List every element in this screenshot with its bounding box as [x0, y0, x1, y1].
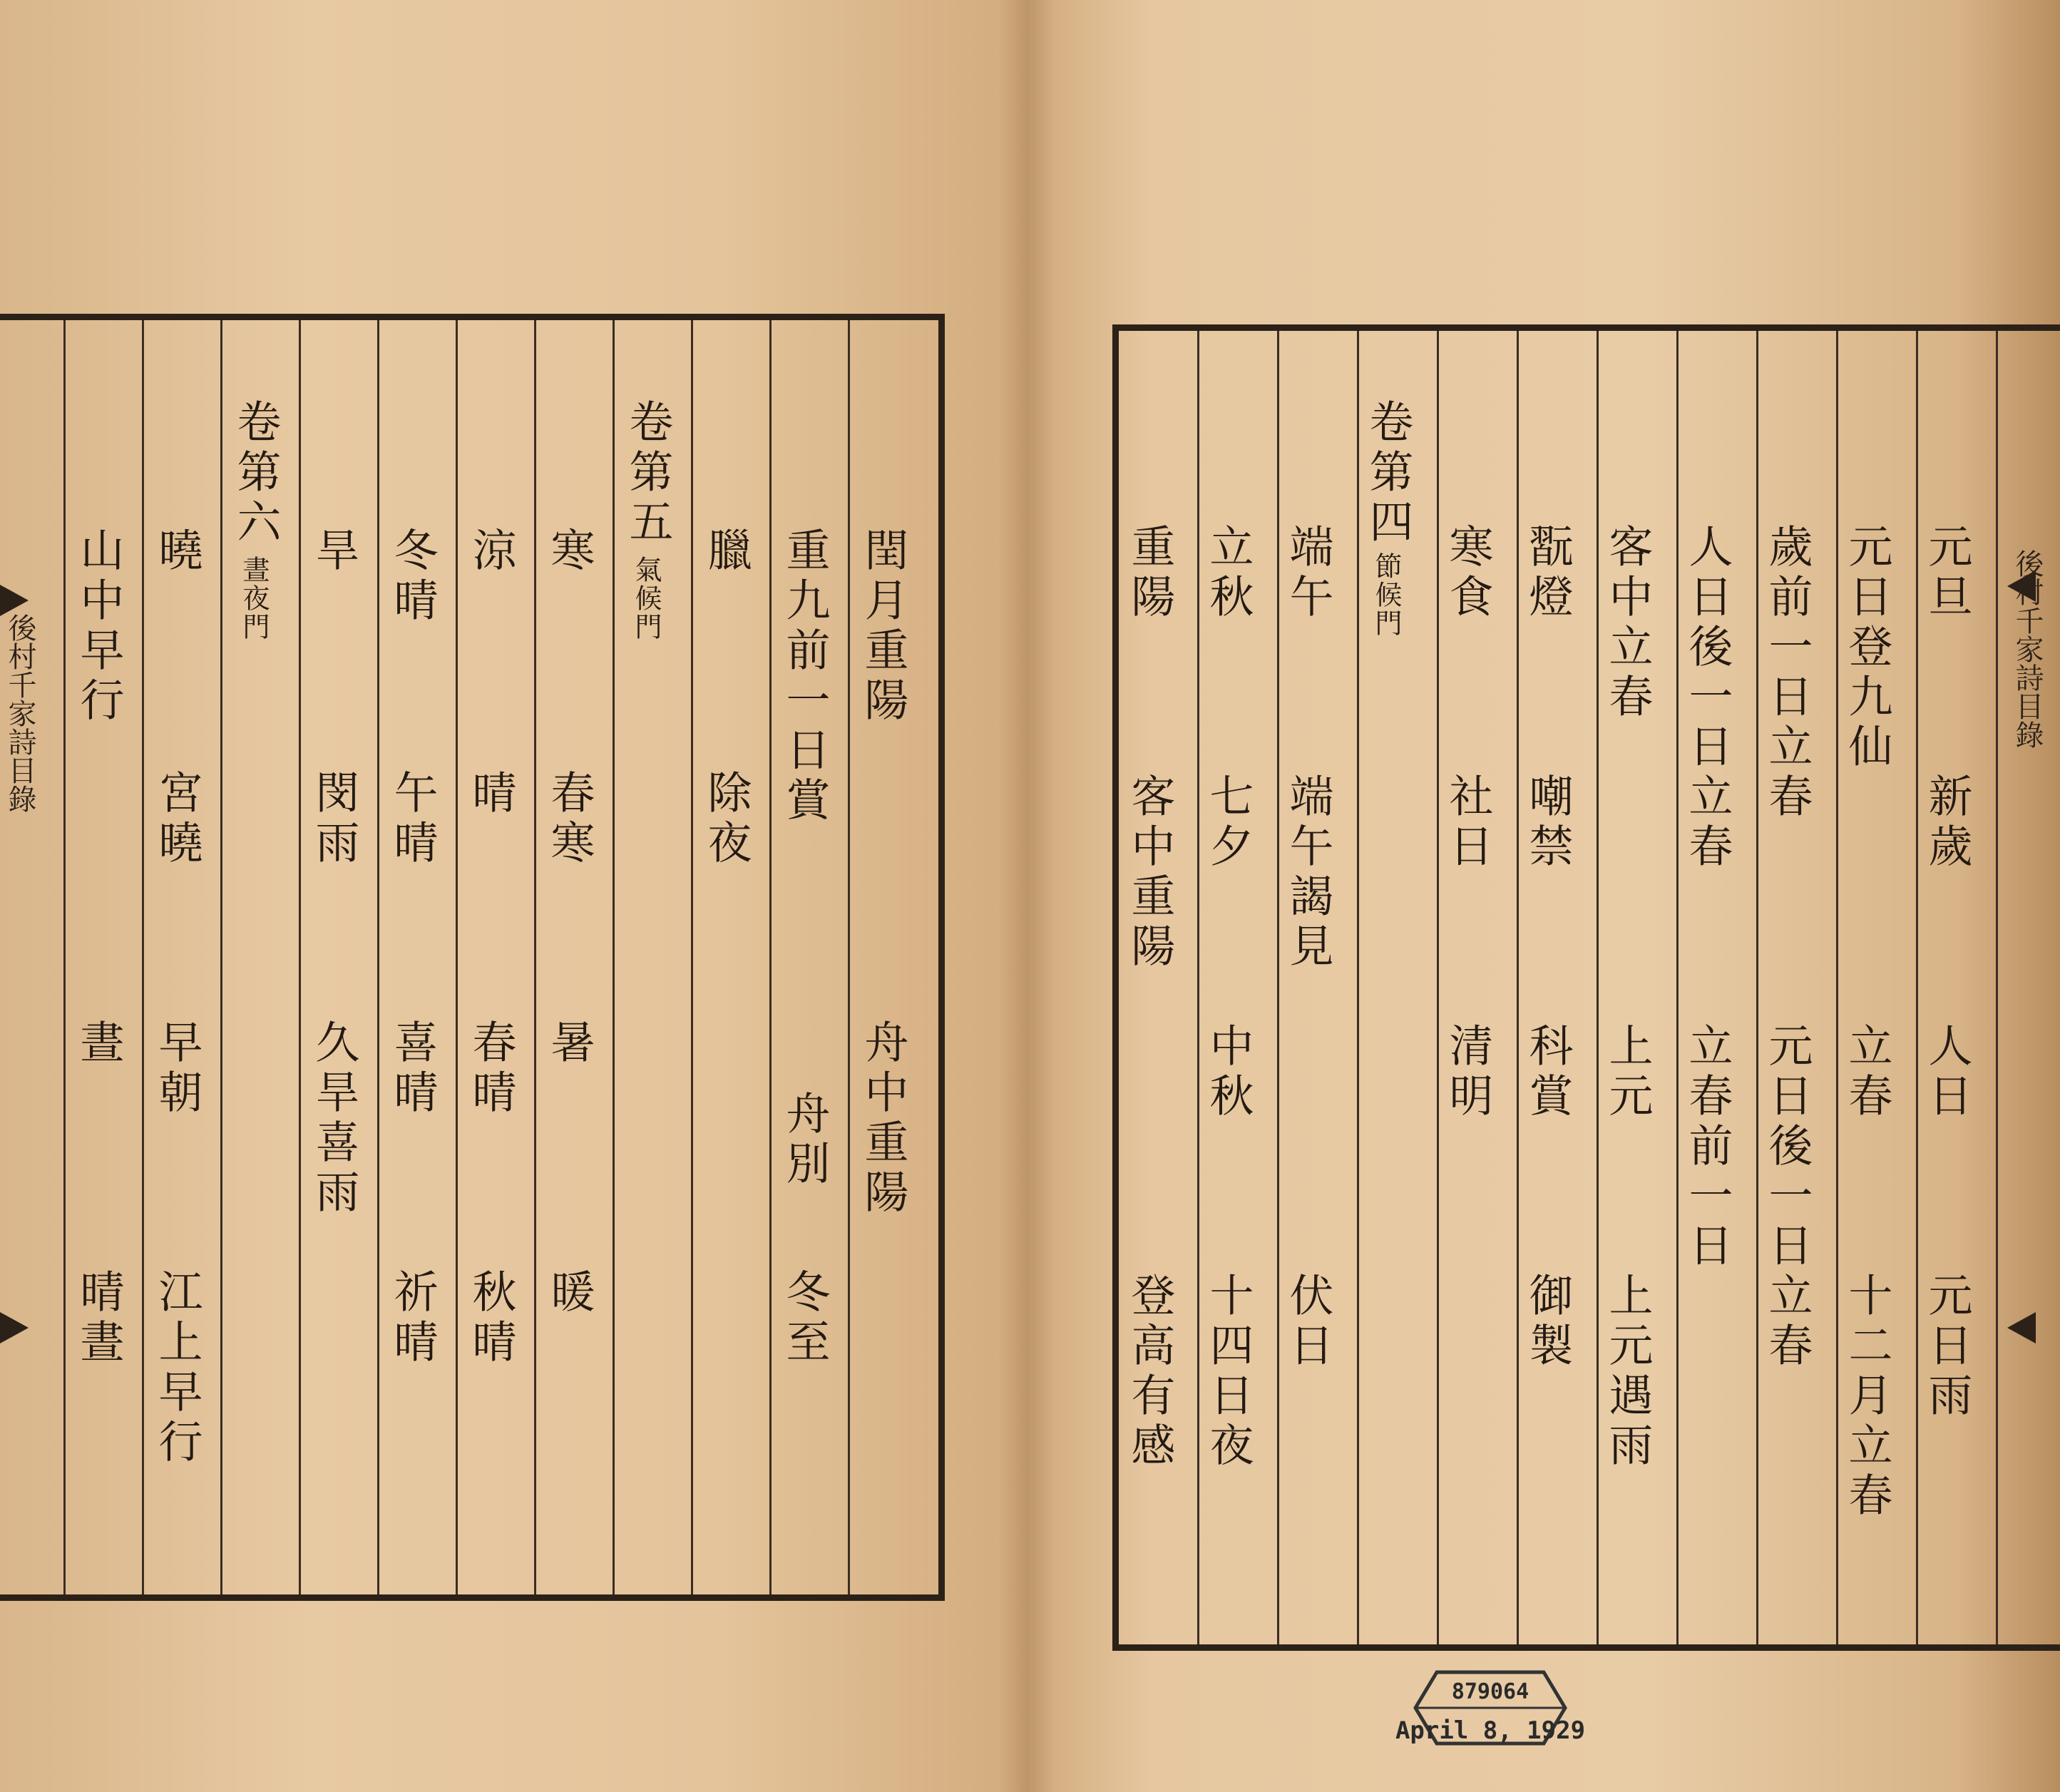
toc-entry: 立春前一日 — [1681, 1023, 1733, 1272]
toc-entry: 曉 — [151, 527, 203, 577]
toc-entry: 臘 — [700, 527, 752, 577]
toc-entry: 暑 — [543, 1019, 595, 1069]
toc-entry: 元旦 — [1921, 523, 1973, 623]
toc-entry: 寒食 — [1442, 523, 1494, 623]
toc-entry: 冬至 — [779, 1269, 831, 1368]
toc-entry: 晝 — [73, 1019, 125, 1069]
volume-heading: 卷第六 — [230, 399, 282, 548]
toc-entry: 宮曉 — [151, 769, 203, 869]
toc-entry: 端午 — [1282, 523, 1334, 623]
toc-entry: 舟別 — [779, 1090, 831, 1190]
toc-entry: 江上早行 — [151, 1269, 203, 1468]
toc-entry: 冬晴 — [386, 527, 439, 627]
toc-entry: 歲前一日立春 — [1761, 523, 1813, 823]
toc-entry: 七夕 — [1202, 773, 1254, 873]
left-page — [0, 0, 1027, 1792]
category-label: 氣候門 — [630, 555, 662, 641]
toc-entry: 旱 — [308, 527, 360, 577]
toc-entry: 登高有感 — [1124, 1272, 1176, 1472]
toc-entry: 中秋 — [1202, 1023, 1254, 1122]
toc-entry: 閏月重陽 — [857, 527, 909, 727]
toc-entry: 十四日夜 — [1202, 1272, 1254, 1472]
category-label: 節候門 — [1370, 552, 1402, 638]
toc-entry: 秋晴 — [465, 1269, 517, 1368]
volume-heading: 卷第五 — [622, 399, 674, 548]
toc-entry: 伏日 — [1282, 1272, 1334, 1372]
toc-entry: 舟中重陽 — [857, 1019, 909, 1219]
toc-entry: 上元遇雨 — [1602, 1272, 1654, 1472]
toc-entry: 元日雨 — [1921, 1272, 1973, 1422]
toc-entry: 春晴 — [465, 1019, 517, 1119]
toc-entry: 翫燈 — [1522, 523, 1574, 623]
toc-entry: 端午謁見 — [1282, 773, 1334, 973]
toc-entry: 晴 — [465, 769, 517, 819]
toc-entry: 涼 — [465, 527, 517, 577]
toc-entry: 山中早行 — [73, 527, 125, 727]
right-page-frame — [1112, 324, 2060, 1651]
toc-entry: 祈晴 — [386, 1269, 439, 1368]
toc-entry: 十二月立春 — [1841, 1272, 1893, 1522]
toc-entry: 立秋 — [1202, 523, 1254, 623]
toc-entry: 晴晝 — [73, 1269, 125, 1368]
toc-entry: 清明 — [1442, 1023, 1494, 1122]
toc-entry: 御製 — [1522, 1272, 1574, 1372]
toc-entry: 人日後一日立春 — [1681, 523, 1733, 873]
toc-entry: 重九前一日賞 — [779, 527, 831, 826]
toc-entry: 午晴 — [386, 769, 439, 869]
left-margin-text: 後村千家詩目錄 — [4, 613, 36, 813]
toc-entry: 立春 — [1841, 1023, 1893, 1122]
toc-entry: 重陽 — [1124, 523, 1176, 623]
toc-entry: 除夜 — [700, 769, 752, 869]
toc-entry: 新歲 — [1921, 773, 1973, 873]
volume-heading: 卷第四 — [1362, 399, 1414, 548]
toc-entry: 客中立春 — [1602, 523, 1654, 723]
book-gutter — [998, 0, 1055, 1792]
toc-entry: 喜晴 — [386, 1019, 439, 1119]
toc-entry: 閔雨 — [308, 769, 360, 869]
stamp-date: April 8, 1929 — [1395, 1716, 1586, 1745]
toc-entry: 人日 — [1921, 1023, 1973, 1122]
toc-entry: 上元 — [1602, 1023, 1654, 1122]
toc-entry: 客中重陽 — [1124, 773, 1176, 973]
toc-entry: 社日 — [1442, 773, 1494, 873]
toc-entry: 暖 — [543, 1269, 595, 1319]
toc-entry: 久旱喜雨 — [308, 1019, 360, 1219]
toc-entry: 科賞 — [1522, 1023, 1574, 1122]
toc-entry: 嘲禁 — [1522, 773, 1574, 873]
toc-entry: 寒 — [543, 527, 595, 577]
toc-entry: 春寒 — [543, 769, 595, 869]
library-accession-stamp — [1394, 1658, 1587, 1758]
right-margin-text: 後村千家詩目錄 — [2011, 549, 2044, 749]
left-page-frame — [0, 314, 945, 1601]
category-label: 晝夜門 — [238, 555, 270, 641]
toc-entry: 元日後一日立春 — [1761, 1023, 1813, 1372]
stamp-number: 879064 — [1451, 1679, 1529, 1704]
toc-entry: 元日登九仙 — [1841, 523, 1893, 773]
toc-entry: 早朝 — [151, 1019, 203, 1119]
